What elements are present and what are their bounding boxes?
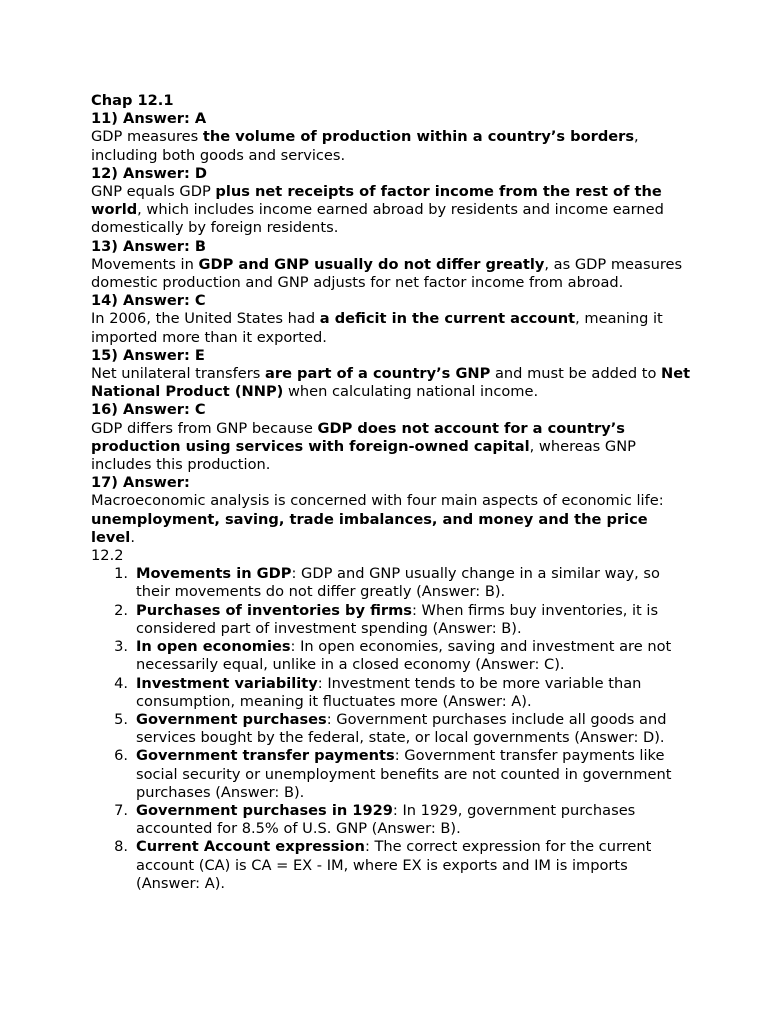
numbered-list xyxy=(91,565,691,893)
list-item-term: Purchases of inventories by firms xyxy=(136,601,412,619)
answer-heading: 13) Answer: B xyxy=(91,237,207,255)
list-item-text: : When firms buy inventories, it is considered part of investment spending (Answer: B). xyxy=(136,601,659,637)
list-item-text: : Investment tends to be more variable than consumption, meaning it fluctuates more (Answer: A). xyxy=(136,674,642,710)
answer-explanation: In 2006, the United States had a deficit in the current account, meaning it imported more than it exported. xyxy=(91,310,663,346)
answers-section xyxy=(91,110,691,547)
list-item-text: : In 1929, government purchases accounted for 8.5% of U.S. GNP (Answer: B). xyxy=(136,801,636,838)
answer-13 xyxy=(91,238,691,293)
answer-heading: 15) Answer: E xyxy=(91,346,205,364)
answer-heading: 17) Answer: xyxy=(91,474,190,492)
list-item xyxy=(91,675,691,711)
answer-explanation: GNP equals GDP plus net receipts of factor income from the rest of the world, which includes income earned abroad by residents and income earned domestically by foreign residents. xyxy=(91,183,664,237)
list-item-number: 6. xyxy=(114,747,128,765)
list-item-number: 7. xyxy=(114,801,128,819)
list-item-term: In open economies xyxy=(136,638,291,656)
list-item-term: Government purchases in 1929 xyxy=(136,801,393,819)
list-item xyxy=(91,802,691,838)
answer-11 xyxy=(91,110,691,165)
list-item xyxy=(91,565,691,601)
section-label: 12.2 xyxy=(91,547,124,565)
list-item xyxy=(91,638,691,674)
list-item-number: 5. xyxy=(114,710,128,728)
chapter-title: Chap 12.1 xyxy=(91,92,174,109)
list-item-text: : GDP and GNP usually change in a similar way, so their movements do not differ greatly (Answer: B). xyxy=(136,565,660,601)
list-item-term: Government purchases xyxy=(136,710,327,728)
list-item xyxy=(91,838,691,893)
list-item-number: 4. xyxy=(114,674,128,692)
answer-heading: 12) Answer: D xyxy=(91,164,208,182)
answer-12 xyxy=(91,165,691,238)
answer-14 xyxy=(91,292,691,347)
list-item-number: 3. xyxy=(114,638,128,656)
list-item xyxy=(91,602,691,638)
answer-heading: 11) Answer: A xyxy=(91,110,207,128)
answer-explanation: GDP measures the volume of production within a country’s borders, including both goods and services. xyxy=(91,128,639,164)
answer-explanation: Net unilateral transfers are part of a country’s GNP and must be added to Net National Product (NNP) when calculating national income. xyxy=(91,365,691,401)
answer-explanation: GDP differs from GNP because GDP does not account for a country’s production using services with foreign-owned capital, whereas GNP includes this production. xyxy=(91,419,636,474)
list-item-term: Government transfer payments xyxy=(136,747,395,765)
list-item-text: : In open economies, saving and investment are not necessarily equal, unlike in a closed economy (Answer: C). xyxy=(136,638,672,674)
answer-explanation: Macroeconomic analysis is concerned with four main aspects of economic life: unemployment, saving, trade imbalances, and money and the price level. xyxy=(91,492,664,546)
answer-15 xyxy=(91,347,691,402)
list-item-text: : Government transfer payments like social security or unemployment benefits are not counted in government purchases (Answer: B). xyxy=(136,747,672,801)
answer-heading: 14) Answer: C xyxy=(91,292,206,310)
document-page xyxy=(91,92,691,893)
list-item-term: Movements in GDP xyxy=(136,565,292,583)
answer-heading: 16) Answer: C xyxy=(91,401,206,419)
answer-17 xyxy=(91,474,691,547)
list-item-number: 2. xyxy=(114,601,128,619)
list-item-term: Current Account expression xyxy=(136,838,365,856)
list-item-term: Investment variability xyxy=(136,674,318,692)
list-item-number: 8. xyxy=(114,838,128,856)
answer-explanation: Movements in GDP and GNP usually do not differ greatly, as GDP measures domestic production and GNP adjusts for net factor income from abroad. xyxy=(91,255,683,292)
list-item-text: : Government purchases include all goods and services bought by the federal, state, or local governments (Answer: D). xyxy=(136,710,667,747)
list-item-number: 1. xyxy=(114,565,128,583)
list-item-text: : The correct expression for the current account (CA) is CA = EX - IM, where EX is exports and IM is imports (Answer: A). xyxy=(136,838,652,892)
answer-16 xyxy=(91,401,691,474)
list-item xyxy=(91,747,691,802)
list-item xyxy=(91,711,691,747)
